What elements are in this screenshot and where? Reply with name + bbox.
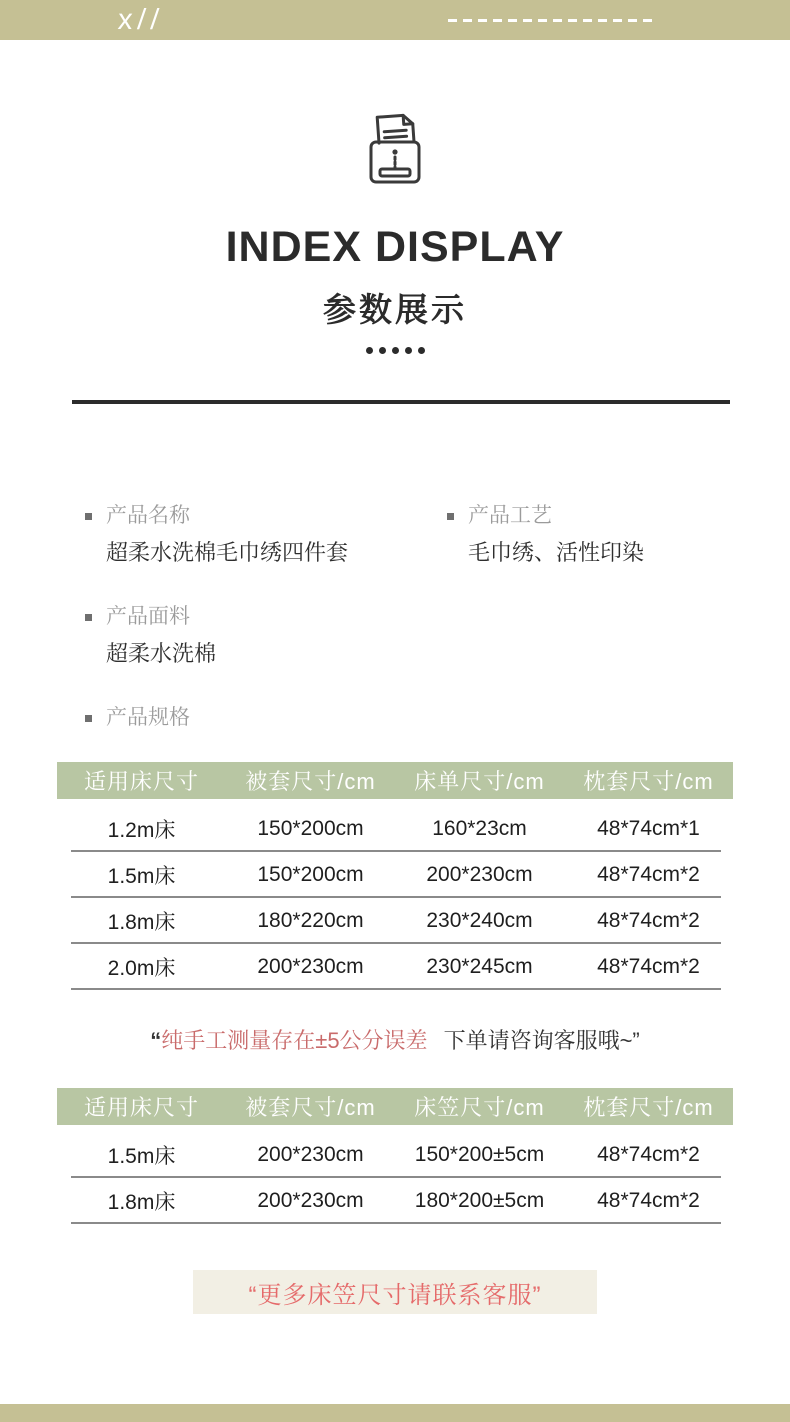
size-table-sheet [57, 762, 733, 990]
table-cell: 180*220cm [257, 909, 364, 933]
table-cell: 1.5m床 [107, 865, 176, 889]
table-header-cell: 适用床尺寸 [83, 769, 199, 795]
info-value: 超柔水洗棉 [106, 641, 217, 667]
square-bullet-icon [85, 614, 92, 621]
table-row [57, 944, 733, 990]
info-value: 超柔水洗棉毛巾绣四件套 [106, 540, 349, 566]
table-cell: 200*230cm [257, 1143, 364, 1167]
table-cell: 150*200cm [257, 817, 364, 841]
table-header-cell: 适用床尺寸 [83, 1095, 199, 1121]
info-item-product-craft [447, 502, 747, 567]
info-item-product-fabric [85, 603, 447, 668]
table-cell: 160*23cm [432, 817, 527, 841]
table-row [57, 1132, 733, 1178]
table-cell: 48*74cm*2 [597, 955, 700, 979]
header-icon-wrap [0, 106, 790, 193]
top-decor-bar [0, 0, 790, 40]
note-open-quote: “ [150, 1028, 162, 1054]
table-header-cell: 被套尺寸/cm [245, 1095, 376, 1121]
page-title-zh: 参数展示 [323, 291, 467, 329]
note-highlight: 纯手工测量存在±5公分误差 [161, 1028, 428, 1054]
table-cell: 200*230cm [257, 1189, 364, 1213]
info-label: 产品工艺 [468, 504, 552, 528]
table-header-cell: 床笠尺寸/cm [414, 1095, 545, 1121]
table-cell: 200*230cm [257, 955, 364, 979]
table-header-cell: 枕套尺寸/cm [583, 1095, 714, 1121]
table-header-cell: 枕套尺寸/cm [583, 769, 714, 795]
dots-decor [0, 347, 790, 354]
info-item-product-name [85, 502, 447, 567]
table-row [57, 898, 733, 944]
table-header-cell: 床单尺寸/cm [414, 769, 545, 795]
table-cell: 2.0m床 [107, 957, 176, 981]
section-divider [72, 400, 730, 404]
document-tray-icon [358, 106, 432, 193]
table-cell: 48*74cm*2 [597, 863, 700, 887]
table-row [57, 852, 733, 898]
table-cell: 1.8m床 [107, 1191, 176, 1215]
table-cell: 180*200±5cm [414, 1189, 545, 1213]
table-header-row [57, 762, 733, 799]
table-cell: 1.5m床 [107, 1145, 176, 1169]
brand-mark: x// [116, 3, 165, 36]
table-cell: 230*245cm [426, 955, 533, 979]
info-label: 产品面料 [106, 605, 190, 629]
table-cell: 1.2m床 [107, 819, 176, 843]
info-label: 产品名称 [106, 504, 190, 528]
table-row [57, 806, 733, 852]
table-cell: 230*240cm [426, 909, 533, 933]
table-cell: 48*74cm*2 [597, 909, 700, 933]
table-header-cell: 被套尺寸/cm [245, 769, 376, 795]
table-cell: 200*230cm [426, 863, 533, 887]
square-bullet-icon [85, 715, 92, 722]
table-cell: 48*74cm*2 [597, 1189, 700, 1213]
table-row [57, 1178, 733, 1224]
footer-note-text: “更多床笠尺寸请联系客服” [248, 1281, 542, 1309]
square-bullet-icon [85, 513, 92, 520]
size-table-fitted [57, 1088, 733, 1224]
info-label: 产品规格 [106, 706, 190, 730]
dashed-line-decor [448, 19, 658, 22]
table-cell: 48*74cm*1 [597, 817, 700, 841]
table-cell: 1.8m床 [107, 911, 176, 935]
product-info [0, 502, 790, 732]
note-rest: 下单请咨询客服哦~” [443, 1028, 640, 1054]
square-bullet-icon [447, 513, 454, 520]
table-cell: 48*74cm*2 [597, 1143, 700, 1167]
footer-note-box [193, 1270, 597, 1314]
info-value: 毛巾绣、活性印染 [468, 540, 645, 566]
table-cell: 150*200cm [257, 863, 364, 887]
table-header-row [57, 1088, 733, 1125]
page-title-en: INDEX DISPLAY [225, 223, 565, 271]
bottom-decor-bar [0, 1404, 790, 1422]
info-item-product-spec [85, 704, 447, 732]
table-cell: 150*200±5cm [414, 1143, 545, 1167]
measurement-note [0, 1028, 790, 1053]
